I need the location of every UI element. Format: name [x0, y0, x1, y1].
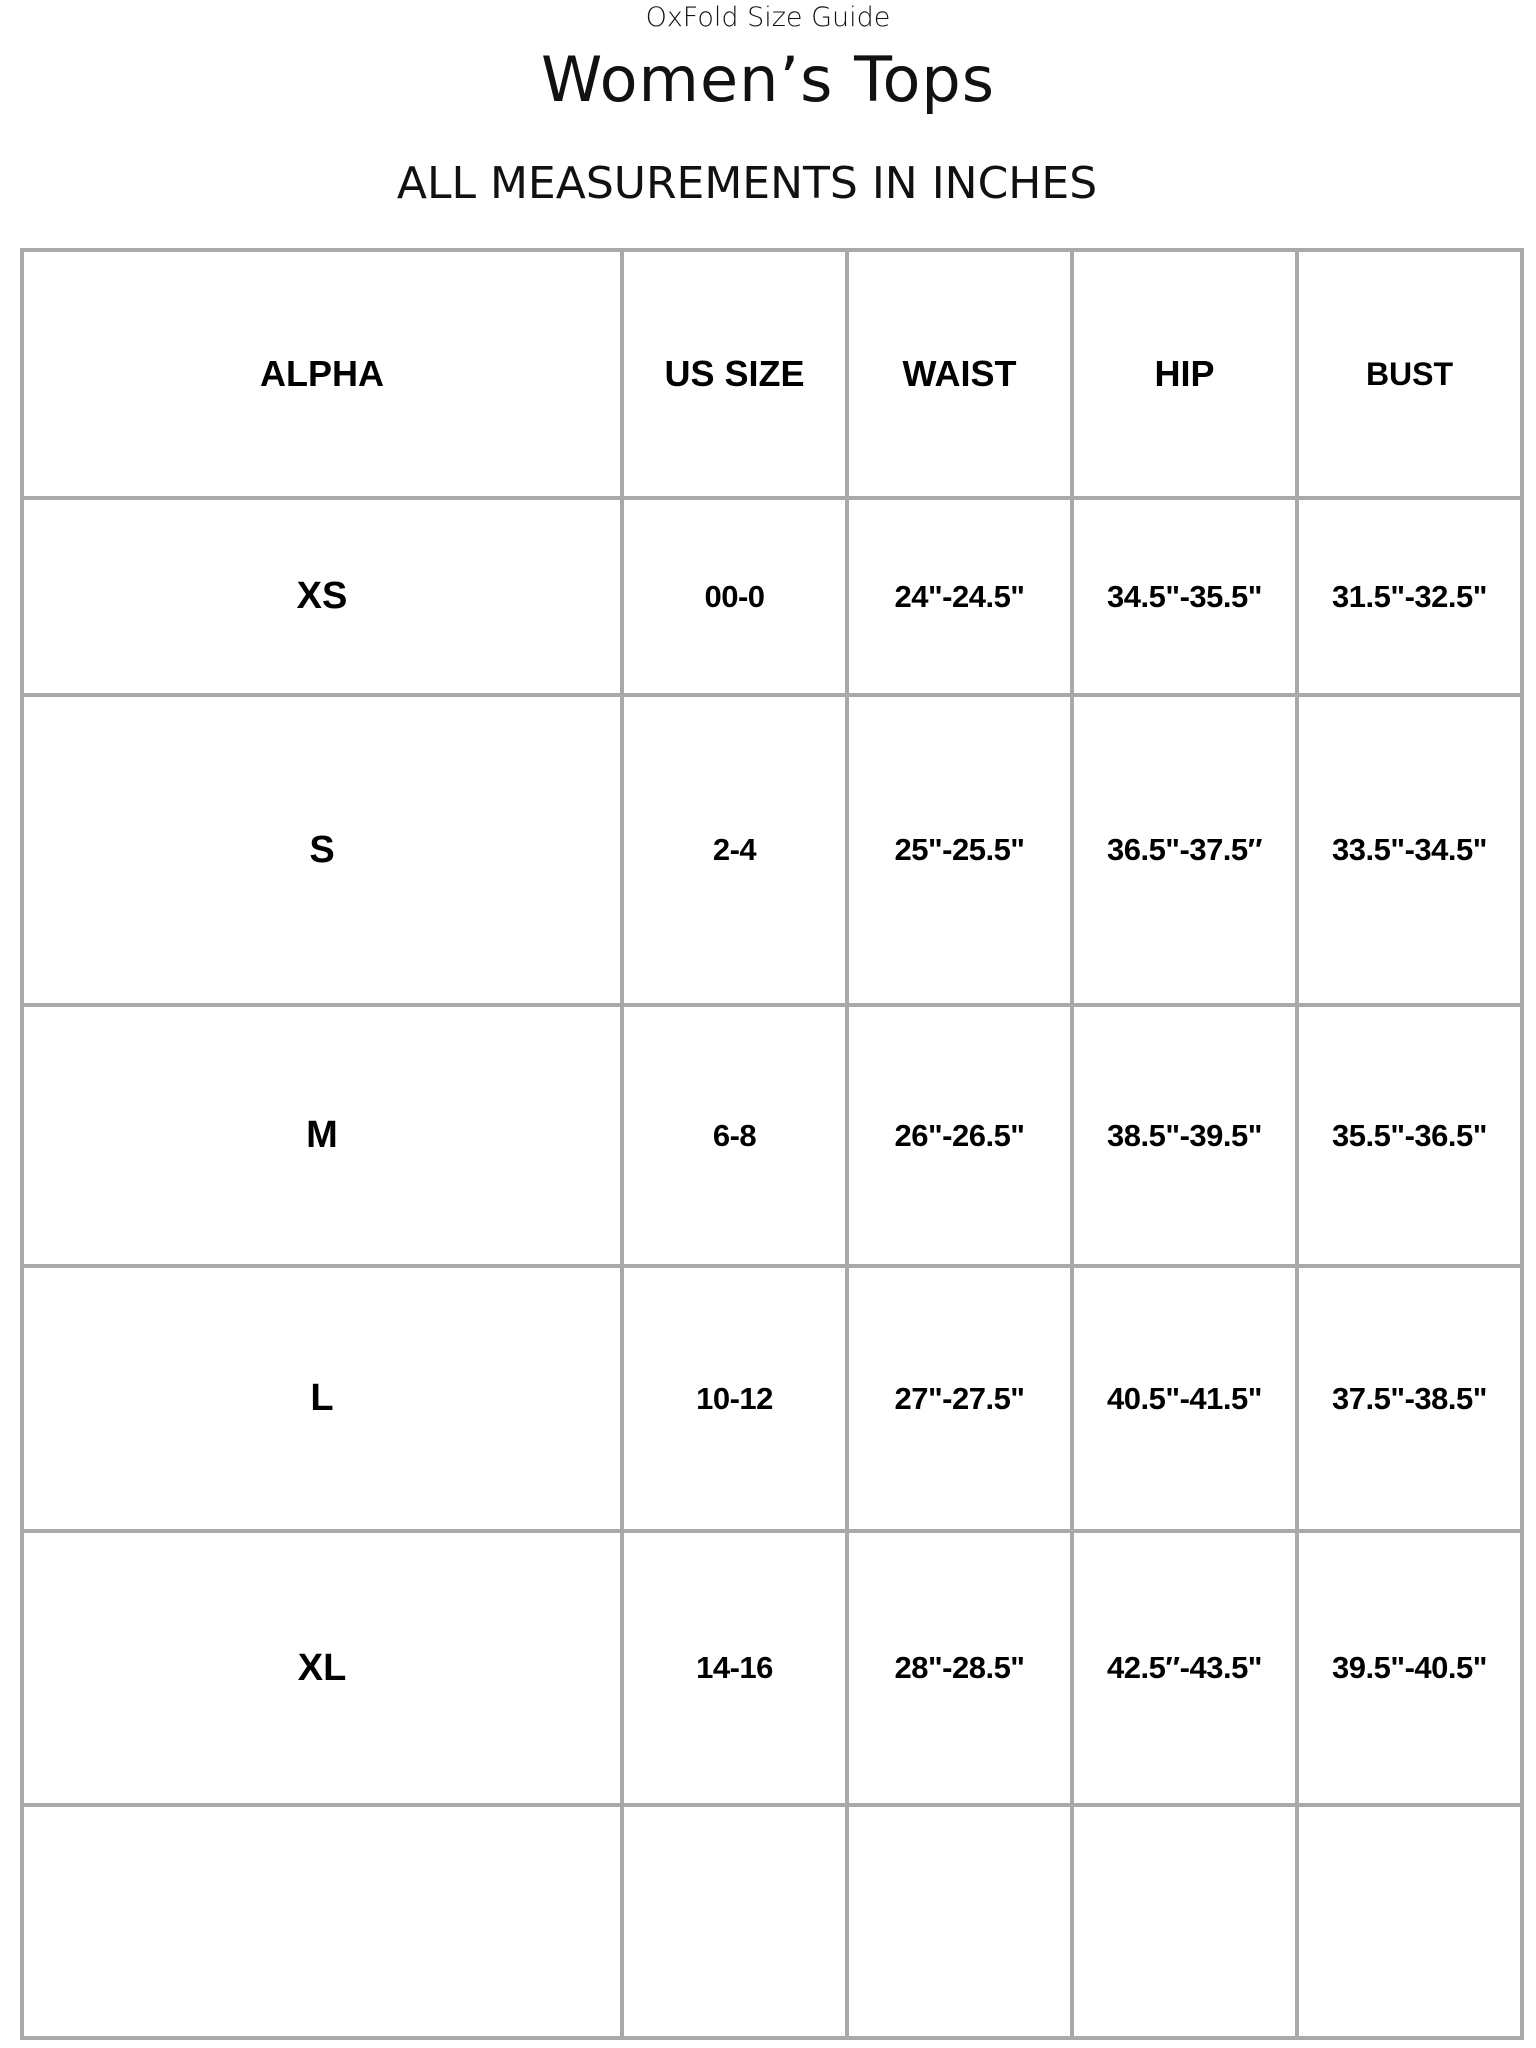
page-title: Women’s Tops — [540, 43, 996, 116]
cell-us-size: 14-16 — [622, 1531, 847, 1805]
brand-name: OxFold Size Guide — [645, 2, 891, 33]
cell-bust: 39.5"-40.5" — [1297, 1531, 1522, 1805]
column-header-bust: BUST — [1297, 250, 1522, 498]
cell-us-size: 10-12 — [622, 1266, 847, 1531]
cell-waist: 25"-25.5" — [847, 695, 1072, 1005]
cell-us-size — [622, 1805, 847, 2038]
cell-bust: 31.5"-32.5" — [1297, 498, 1522, 695]
measurement-note: ALL MEASUREMENTS IN INCHES — [396, 158, 1098, 209]
cell-hip: 38.5"-39.5" — [1072, 1005, 1297, 1266]
cell-us-size: 2-4 — [622, 695, 847, 1005]
table-header-row — [22, 250, 1522, 498]
table-row-empty — [22, 1805, 1522, 2038]
table-row — [22, 1531, 1522, 1805]
cell-hip: 40.5"-41.5" — [1072, 1266, 1297, 1531]
cell-alpha: L — [22, 1266, 622, 1531]
cell-us-size: 6-8 — [622, 1005, 847, 1266]
cell-alpha: S — [22, 695, 622, 1005]
table-row — [22, 498, 1522, 695]
cell-us-size: 00-0 — [622, 498, 847, 695]
cell-waist: 28"-28.5" — [847, 1531, 1072, 1805]
cell-bust — [1297, 1805, 1522, 2038]
cell-bust: 37.5"-38.5" — [1297, 1266, 1522, 1531]
cell-alpha: XL — [22, 1531, 622, 1805]
table-row — [22, 1266, 1522, 1531]
cell-hip: 34.5"-35.5" — [1072, 498, 1297, 695]
column-header-us-size: US SIZE — [622, 250, 847, 498]
cell-alpha: M — [22, 1005, 622, 1266]
cell-alpha: XS — [22, 498, 622, 695]
cell-waist — [847, 1805, 1072, 2038]
column-header-hip: HIP — [1072, 250, 1297, 498]
table-row — [22, 695, 1522, 1005]
column-header-alpha: ALPHA — [22, 250, 622, 498]
cell-bust: 33.5"-34.5" — [1297, 695, 1522, 1005]
cell-bust: 35.5"-36.5" — [1297, 1005, 1522, 1266]
cell-waist: 26"-26.5" — [847, 1005, 1072, 1266]
cell-waist: 27"-27.5" — [847, 1266, 1072, 1531]
cell-alpha — [22, 1805, 622, 2038]
cell-hip: 36.5"-37.5″ — [1072, 695, 1297, 1005]
column-header-waist: WAIST — [847, 250, 1072, 498]
cell-waist: 24"-24.5" — [847, 498, 1072, 695]
cell-hip: 42.5″-43.5" — [1072, 1531, 1297, 1805]
size-table — [20, 248, 1524, 2040]
cell-hip — [1072, 1805, 1297, 2038]
table-row — [22, 1005, 1522, 1266]
